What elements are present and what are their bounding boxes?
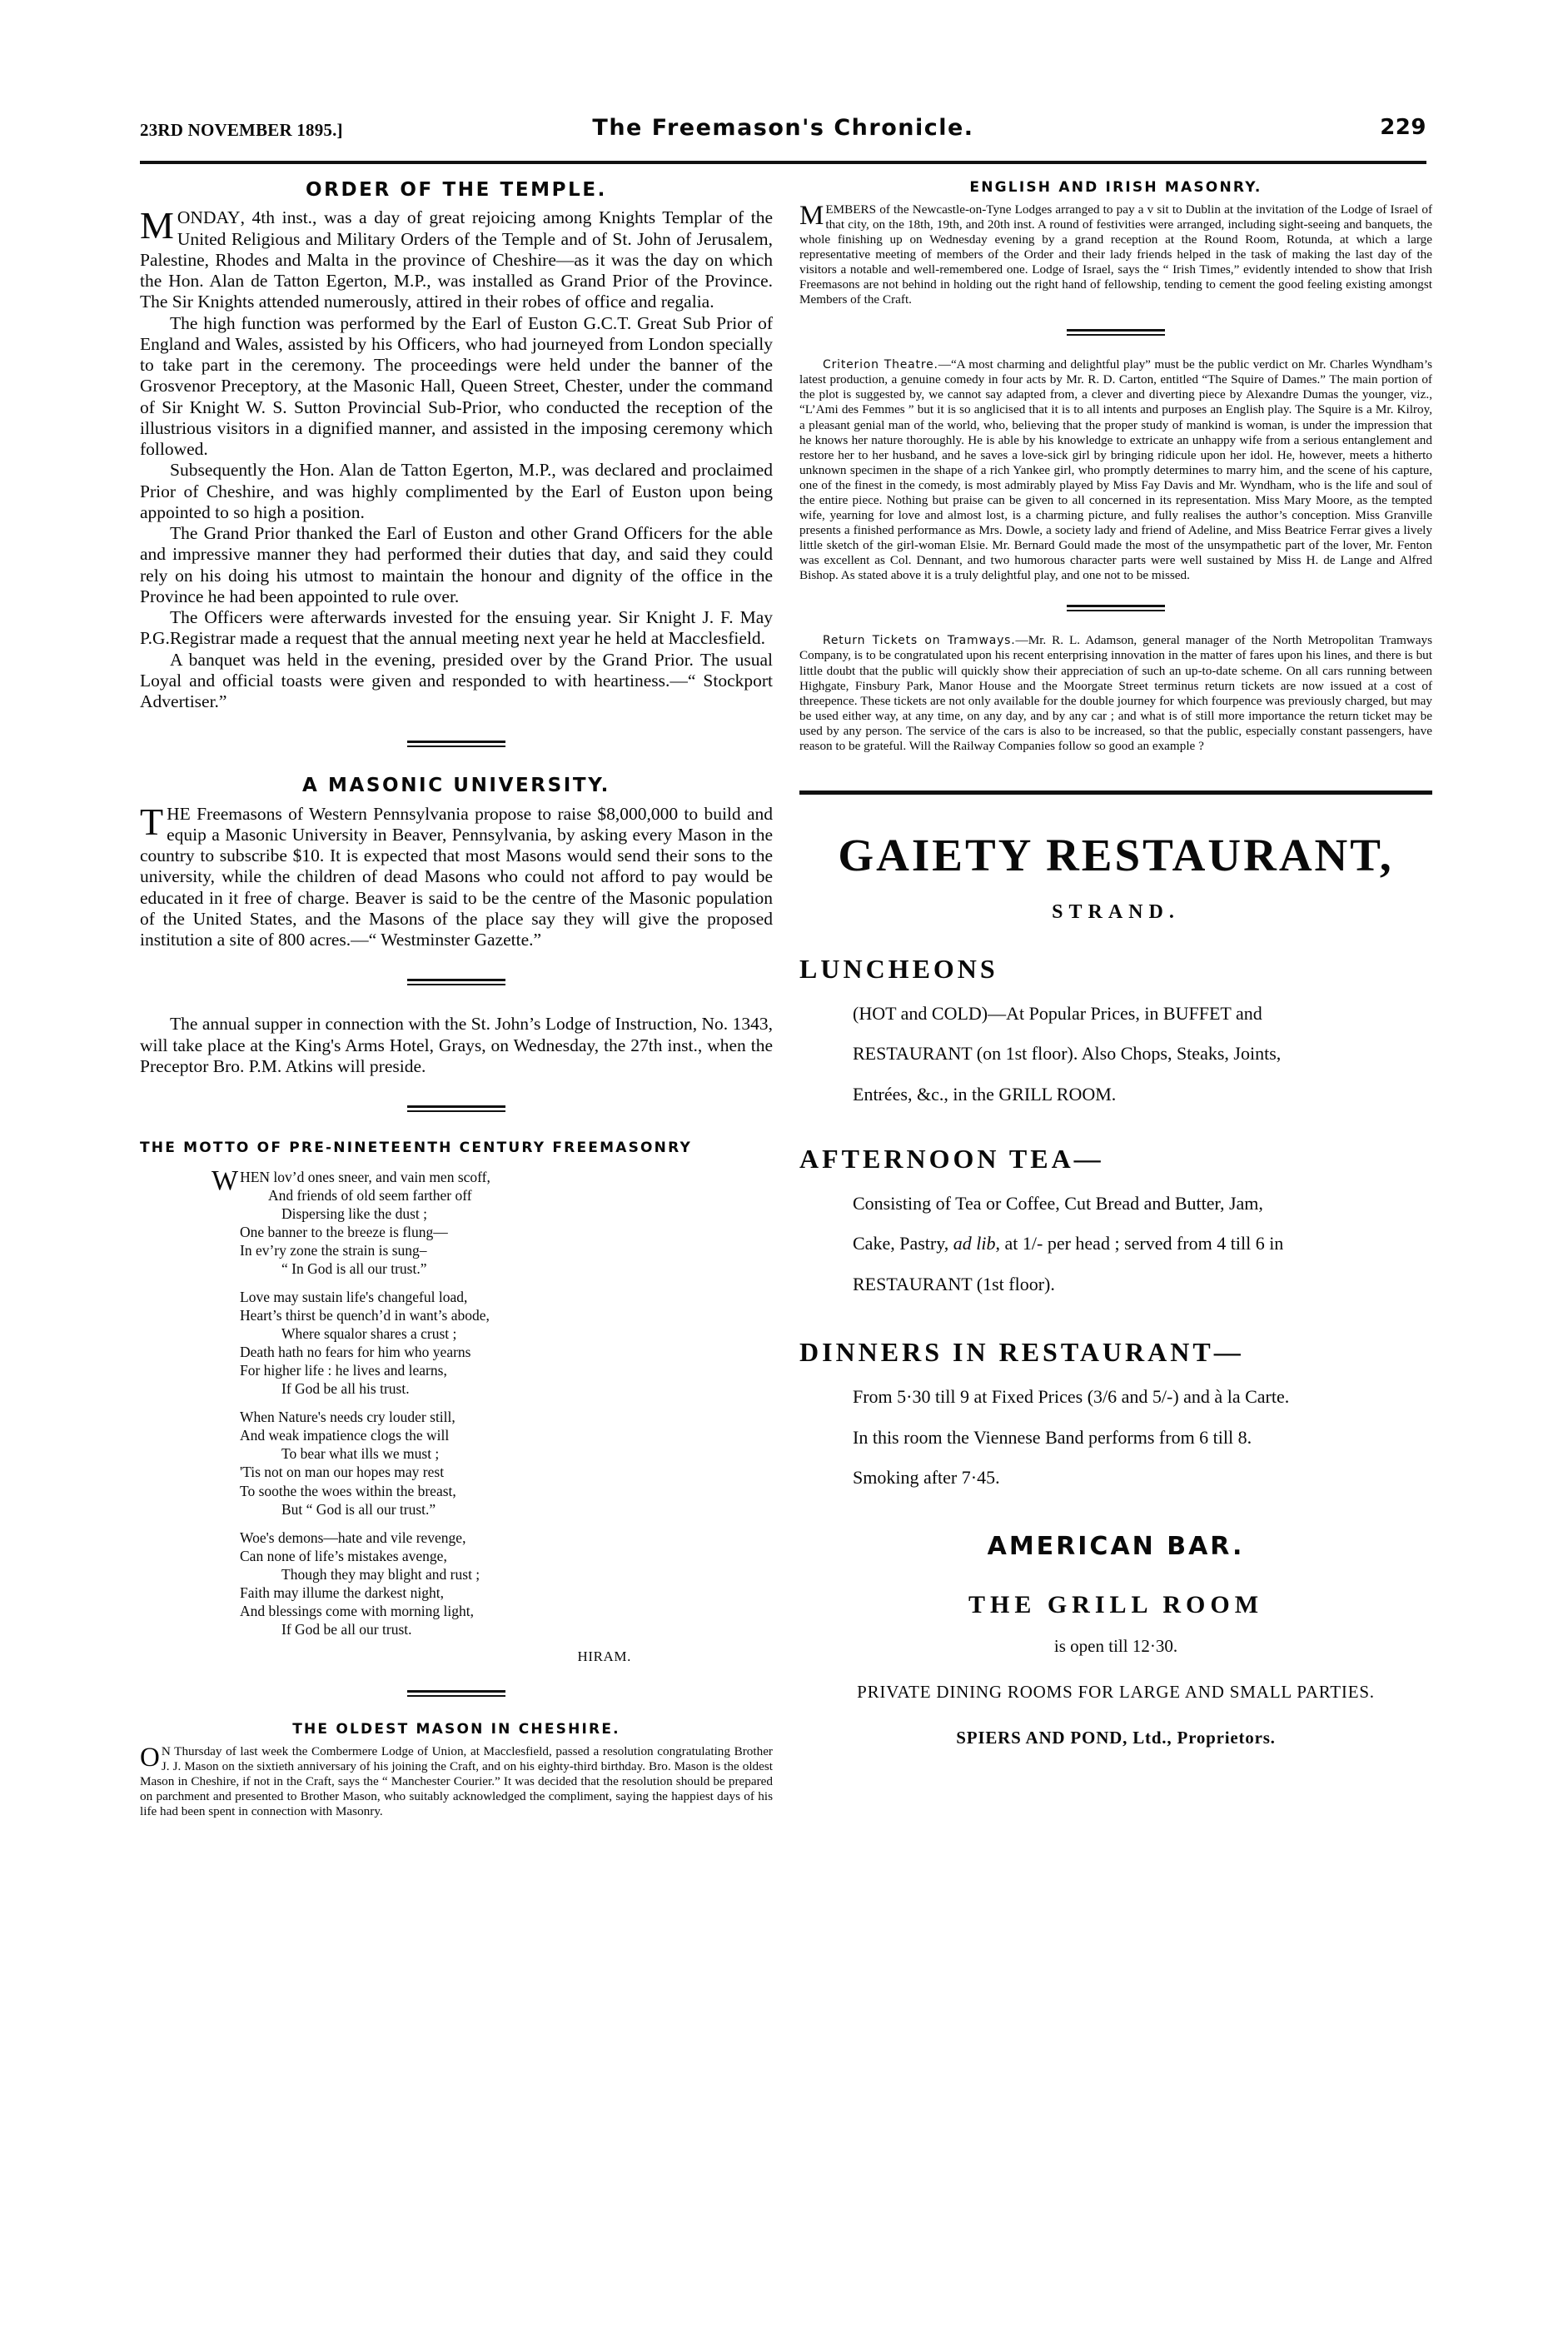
- poem-line: Dispersing like the dust ;: [281, 1204, 427, 1222]
- paragraph-text: N Thursday of last week the Combermere Lodge of Union, at Macclesfield, passed a resolution congratulating Brother J. J. Mason on the sixtieth anniversary of his joining the Craft, and on his eighty-third birthday. Bro. Mason is the oldest Mason in Cheshire, if not in the Craft, says the “ Manchester Courier.” It was decided that the resolution should be prepared on parchment and presented to Brother Mason, who suitably acknowledged the compliment, saying the happiest days of his life had been spent in connection with Masonry.: [140, 1743, 773, 1818]
- ad-afternoon-tea-line: [799, 1233, 1432, 1254]
- poem-line: “ In God is all our trust.”: [281, 1260, 427, 1278]
- poem-section: [140, 1140, 773, 1665]
- ad-afternoon-tea-line: Consisting of Tea or Coffee, Cut Bread and Butter, Jam,: [853, 1192, 1263, 1214]
- ad-dinners-line: In this room the Viennese Band performs from 6 till 8.: [853, 1426, 1252, 1448]
- note-paragraph: [799, 357, 1432, 583]
- article-heading: ORDER OF THE TEMPLE.: [306, 179, 607, 201]
- ad-dinners-line: From 5·30 till 9 at Fixed Prices (3/6 and 5/-) and à la Carte.: [853, 1386, 1290, 1408]
- article-paragraph: [140, 1744, 773, 1819]
- poem-line: Death hath no fears for him who yearns: [240, 1344, 471, 1361]
- poem-line: Though they may blight and rust ;: [281, 1565, 480, 1583]
- paragraph-text: —“A most charming and delightful play” must be the public verdict on Mr. Charles Wyndham’s latest production, a genuine comedy in four acts by Mr. R. D. Carton, entitled “The Squire of Dames.” The main portion of the plot is suggested by, we cannot say adapted from, a clever and diverting piece by Alexandre Dumas the younger, viz., “L’Ami des Femmes ” but it is so anglicised that it is to all intents and purposes an English play. The Squire is a Mr. Kilroy, a pleasant genial man of the world, who, believing that the proper study of mankind is woman, is under the impression that he knows her nature thoroughly. He is able by his knowledge to extricate an unhappy wife from a serious entanglement and restore her to her husband, and he saves a love-sick girl by bringing ridicule upon her idol. He, however, meets a hitherto unknown specimen in the shape of a rich Yankee girl, who promptly determines to marry him, and the scene of his capture, one of the finest in the comedy, is most admirably played by Miss Fay Davis and Mr. Wyndham, who is the life and soul of the entire piece. Nothing but praise can be given to all concerned in its representation. Miss Mary Moore, as the tempted wife, yearning for love and almost lost, is a charming picture, and fully realises the author’s conception. Miss Granville presents a finished performance as Mrs. Dowle, a society lady and friend of Adeline, and Miss Beatrice Ferrar gives a lively little sketch of the girl-woman Elsie. Mr. Bernard Gould made the most of the unsympathetic part of the lover, Mr. Fenton was excellent as Col. Dennant, and two humorous character parts were well sustained by Miss H. de Lange and Alfred Bishop. As stated above it is a truly delightful play, and one not to be missed.: [799, 357, 1432, 583]
- ad-private-rooms-line: PRIVATE DINING ROOMS FOR LARGE AND SMALL PARTIES.: [857, 1682, 1375, 1703]
- poem-heading: THE MOTTO OF PRE-NINETEENTH CENTURY FREEMASONRY: [140, 1140, 692, 1157]
- poem-line: To bear what ills we must ;: [281, 1445, 440, 1463]
- poem-line: If God be all his trust.: [281, 1380, 410, 1398]
- poem-line: 'Tis not on man our hopes may rest: [240, 1464, 445, 1481]
- note-lead-label: Criterion Theatre.: [823, 358, 938, 372]
- publication-title: The Freemason's Chronicle.: [592, 115, 974, 141]
- paragraph-text: HE Freemasons of Western Pennsylvania propose to raise $8,000,000 to build and equip a Masonic University in Beaver, Pennsylvania, by asking every Mason in the country to subscribe $10. It is expected that most Masons would send their sons to the university, while the children of dead Masons who could not afford to pay would be educated in it free of charge. Beaver is said to be the centre of the Masonic population of the United States, and the Masons of the place say they will give the proposed institution a site of 800 acres.—“ Westminster Gazette.”: [140, 803, 773, 950]
- poem-line: Love may sustain life's changeful load,: [240, 1289, 468, 1306]
- line-italic-part: ad lib: [953, 1233, 996, 1254]
- advertisement-divider: [799, 790, 1432, 795]
- article-paragraph: [140, 204, 773, 312]
- ad-proprietors-line: SPIERS AND POND, Ltd., Proprietors.: [956, 1728, 1276, 1748]
- drop-cap: T: [140, 800, 164, 843]
- article-paragraph: Subsequently the Hon. Alan de Tatton Egerton, M.P., was declared and proclaimed Prior of Cheshire, and was highly complimented by the Earl of Euston upon being appointed to so high a position.: [140, 460, 773, 522]
- article-masonic-university: [140, 776, 773, 950]
- poem-line: Heart’s thirst be quench’d in want’s abode,: [240, 1307, 490, 1324]
- poem-line: To soothe the woes within the breast,: [240, 1482, 456, 1499]
- issue-date-text: 23RD NOVEMBER 1895.]: [140, 120, 343, 140]
- poem-line: And blessings come with morning light,: [240, 1602, 474, 1619]
- article-heading: A MASONIC UNIVERSITY.: [301, 775, 610, 797]
- poem-signature: HIRAM.: [577, 1648, 631, 1664]
- poem-stanza: [240, 1408, 773, 1518]
- notice-annual-supper: [140, 1014, 773, 1077]
- notice-paragraph: The annual supper in connection with the St. John’s Lodge of Instruction, No. 1343, will take place at the King's Arms Hotel, Grays, on Wednesday, the 27th inst., when the Preceptor Bro. P.M. Atkins will preside.: [140, 1014, 773, 1076]
- section-divider: [407, 1690, 505, 1697]
- article-paragraph: A banquet was held in the evening, presided over by the Grand Prior. The usual Loyal and official toasts were given and responded to with heartiness.—“ Stockport Advertiser.”: [140, 649, 773, 712]
- section-divider: [407, 1105, 505, 1112]
- masthead-rule: [140, 161, 1426, 164]
- article-paragraph: [799, 202, 1432, 308]
- ad-title: GAIETY RESTAURANT,: [838, 830, 1394, 881]
- article-paragraph: The high function was performed by the Earl of Euston G.C.T. Great Sub Prior of England and Wales, assisted by his Officers, who had journeyed from London specially to take part in the ceremony. The proceedings were held under the banner of the Grosvenor Preceptory, at the Masonic Hall, Queen Street, Chester, under the command of Sir Knight W. S. Sutton Provincial Sub-Prior, who conducted the reception of the illustrious visitors in a dignified manner, and assisted in the imposing ceremony which followed.: [140, 312, 773, 460]
- ad-grill-room-line: is open till 12·30.: [1053, 1636, 1178, 1657]
- line-part: , at 1/- per head ; served from 4 till 6 in: [995, 1233, 1284, 1254]
- poem-stanza: [240, 1529, 773, 1638]
- ad-afternoon-tea-line: RESTAURANT (1st floor).: [853, 1273, 1055, 1294]
- note-criterion-theatre: [799, 357, 1432, 583]
- poem-line: Woe's demons—hate and vile revenge,: [240, 1529, 466, 1546]
- lead-smallcaps: ONDAY: [177, 207, 241, 228]
- paragraph-text: —Mr. R. L. Adamson, general manager of the North Metropolitan Tramways Company, is to be congratulated upon his recent enterprising innovation in the matter of fares upon his lines, and there is but little doubt that the public will quickly show their appreciation of such an up-to-date scheme. On all cars running between Highgate, Finsbury Park, Manor House and the Moorgate Street terminus return tickets are now issued at a cost of threepence. These tickets are not only available for the double journey for which fourpence was previously charged, but may be used either way, at any time, on any day, and by any car ; and what is of still more importance the return ticket may be used by any person. The service of the cars is also to be increased, so that the public, especially constant passengers, have reason to be grateful. Will the Railway Companies follow so good an example ?: [799, 633, 1432, 753]
- poem-line: In ev’ry zone the strain is sung–: [240, 1241, 427, 1259]
- right-column: [799, 180, 1432, 1748]
- left-column: [140, 180, 773, 1819]
- article-english-irish-masonry: [799, 180, 1432, 307]
- poem-stanza: [240, 1288, 773, 1398]
- section-divider: [1067, 329, 1165, 336]
- poem-stanza: [212, 1165, 773, 1278]
- section-divider: [407, 979, 505, 985]
- ad-luncheons-line: (HOT and COLD)—At Popular Prices, in BUFFET and: [853, 1002, 1262, 1024]
- article-oldest-mason: [140, 1722, 773, 1819]
- article-heading: ENGLISH AND IRISH MASONRY.: [969, 179, 1262, 196]
- ad-dinners-heading: DINNERS IN RESTAURANT—: [799, 1337, 1244, 1368]
- drop-cap: M: [799, 200, 824, 231]
- note-lead-label: Return Tickets on Tramways.: [823, 634, 1016, 648]
- ad-afternoon-tea-heading: AFTERNOON TEA—: [799, 1143, 1104, 1174]
- page-number: 229: [1380, 115, 1426, 140]
- article-paragraph: [140, 800, 773, 951]
- note-paragraph: [799, 633, 1432, 754]
- note-return-tickets-tramways: [799, 633, 1432, 754]
- article-heading: THE OLDEST MASON IN CHESHIRE.: [292, 1720, 620, 1738]
- article-order-of-the-temple: [140, 180, 773, 712]
- paragraph-text: EMBERS of the Newcastle-on-Tyne Lodges arranged to pay a v sit to Dublin at the invitation of the Lodge of Israel of that city, on the 18th, 19th, and 20th inst. A round of festivities were arranged, including sight-seeing and banquets, the whole finishing up on Wednesday evening by a grand reception at the Round Room, Rotunda, at which a large representative meeting of members of the Order and their lady friends helped in the task of making the last day of the visitors a notable and well-remembered one. Lodge of Israel, says the “ Irish Times,” evidently intended to show that Irish Freemasons are not behind in holding out the right hand of fellowship, tending to cement the good feeling existing amongst Members of the Craft.: [799, 202, 1432, 307]
- poem-line: And friends of old seem farther off: [268, 1186, 472, 1204]
- article-paragraph: The Grand Prior thanked the Earl of Euston and other Grand Officers for the able and impressive manner they had performed their duties that day, and said they could rely on his doing his utmost to maintain the honour and dignity of the office in the Province he had been appointed to rule over.: [140, 523, 773, 606]
- poem-line: And weak impatience clogs the will: [240, 1427, 450, 1444]
- poem-line: But “ God is all our trust.”: [281, 1500, 436, 1518]
- ad-luncheons-line: RESTAURANT (on 1st floor). Also Chops, Steaks, Joints,: [853, 1043, 1282, 1065]
- section-divider: [407, 741, 505, 747]
- ad-subtitle: STRAND.: [1052, 900, 1180, 923]
- drop-cap: M: [140, 204, 174, 247]
- poem-line: HEN lov’d ones sneer, and vain men scoff,: [240, 1168, 490, 1185]
- poem-drop-cap: W: [212, 1165, 239, 1196]
- section-divider: [1067, 605, 1165, 611]
- ad-american-bar-heading: AMERICAN BAR.: [987, 1532, 1245, 1562]
- drop-cap: O: [140, 1742, 160, 1773]
- poem-line: If God be all our trust.: [281, 1620, 412, 1638]
- poem-line: Where squalor shares a crust ;: [281, 1325, 457, 1343]
- poem-body: [140, 1165, 773, 1638]
- ad-luncheons-line: Entrées, &c., in the GRILL ROOM.: [853, 1083, 1117, 1105]
- line-part: Cake, Pastry,: [853, 1233, 953, 1254]
- ad-luncheons-heading: LUNCHEONS: [799, 953, 998, 984]
- article-paragraph: The Officers were afterwards invested for the ensuing year. Sir Knight J. F. May P.G.Registrar made a request that the annual meeting next year he held at Macclesfield.: [140, 607, 773, 649]
- ad-dinners-line: Smoking after 7·45.: [853, 1466, 1000, 1488]
- paragraph-text: , 4th inst., was a day of great rejoicing among Knights Templar of the United Religious and Military Orders of the Temple and of St. John of Jerusalem, Palestine, Rhodes and Malta in the province of Cheshire—as it was the day on which the Hon. Alan de Tatton Egerton, M.P., was installed as Grand Prior of the Province. The Sir Knights attended numerously, attired in their robes of office and regalia.: [140, 207, 773, 312]
- ad-grill-room-heading: THE GRILL ROOM: [968, 1591, 1264, 1619]
- masthead: [140, 115, 1426, 162]
- poem-line: For higher life : he lives and learns,: [240, 1362, 447, 1379]
- poem-line: When Nature's needs cry louder still,: [240, 1409, 455, 1426]
- poem-line: Can none of life’s mistakes avenge,: [240, 1547, 447, 1564]
- poem-line: One banner to the breeze is flung—: [240, 1223, 448, 1240]
- advertisement-gaiety-restaurant[interactable]: [799, 831, 1432, 1748]
- poem-line: Faith may illume the darkest night,: [240, 1583, 444, 1601]
